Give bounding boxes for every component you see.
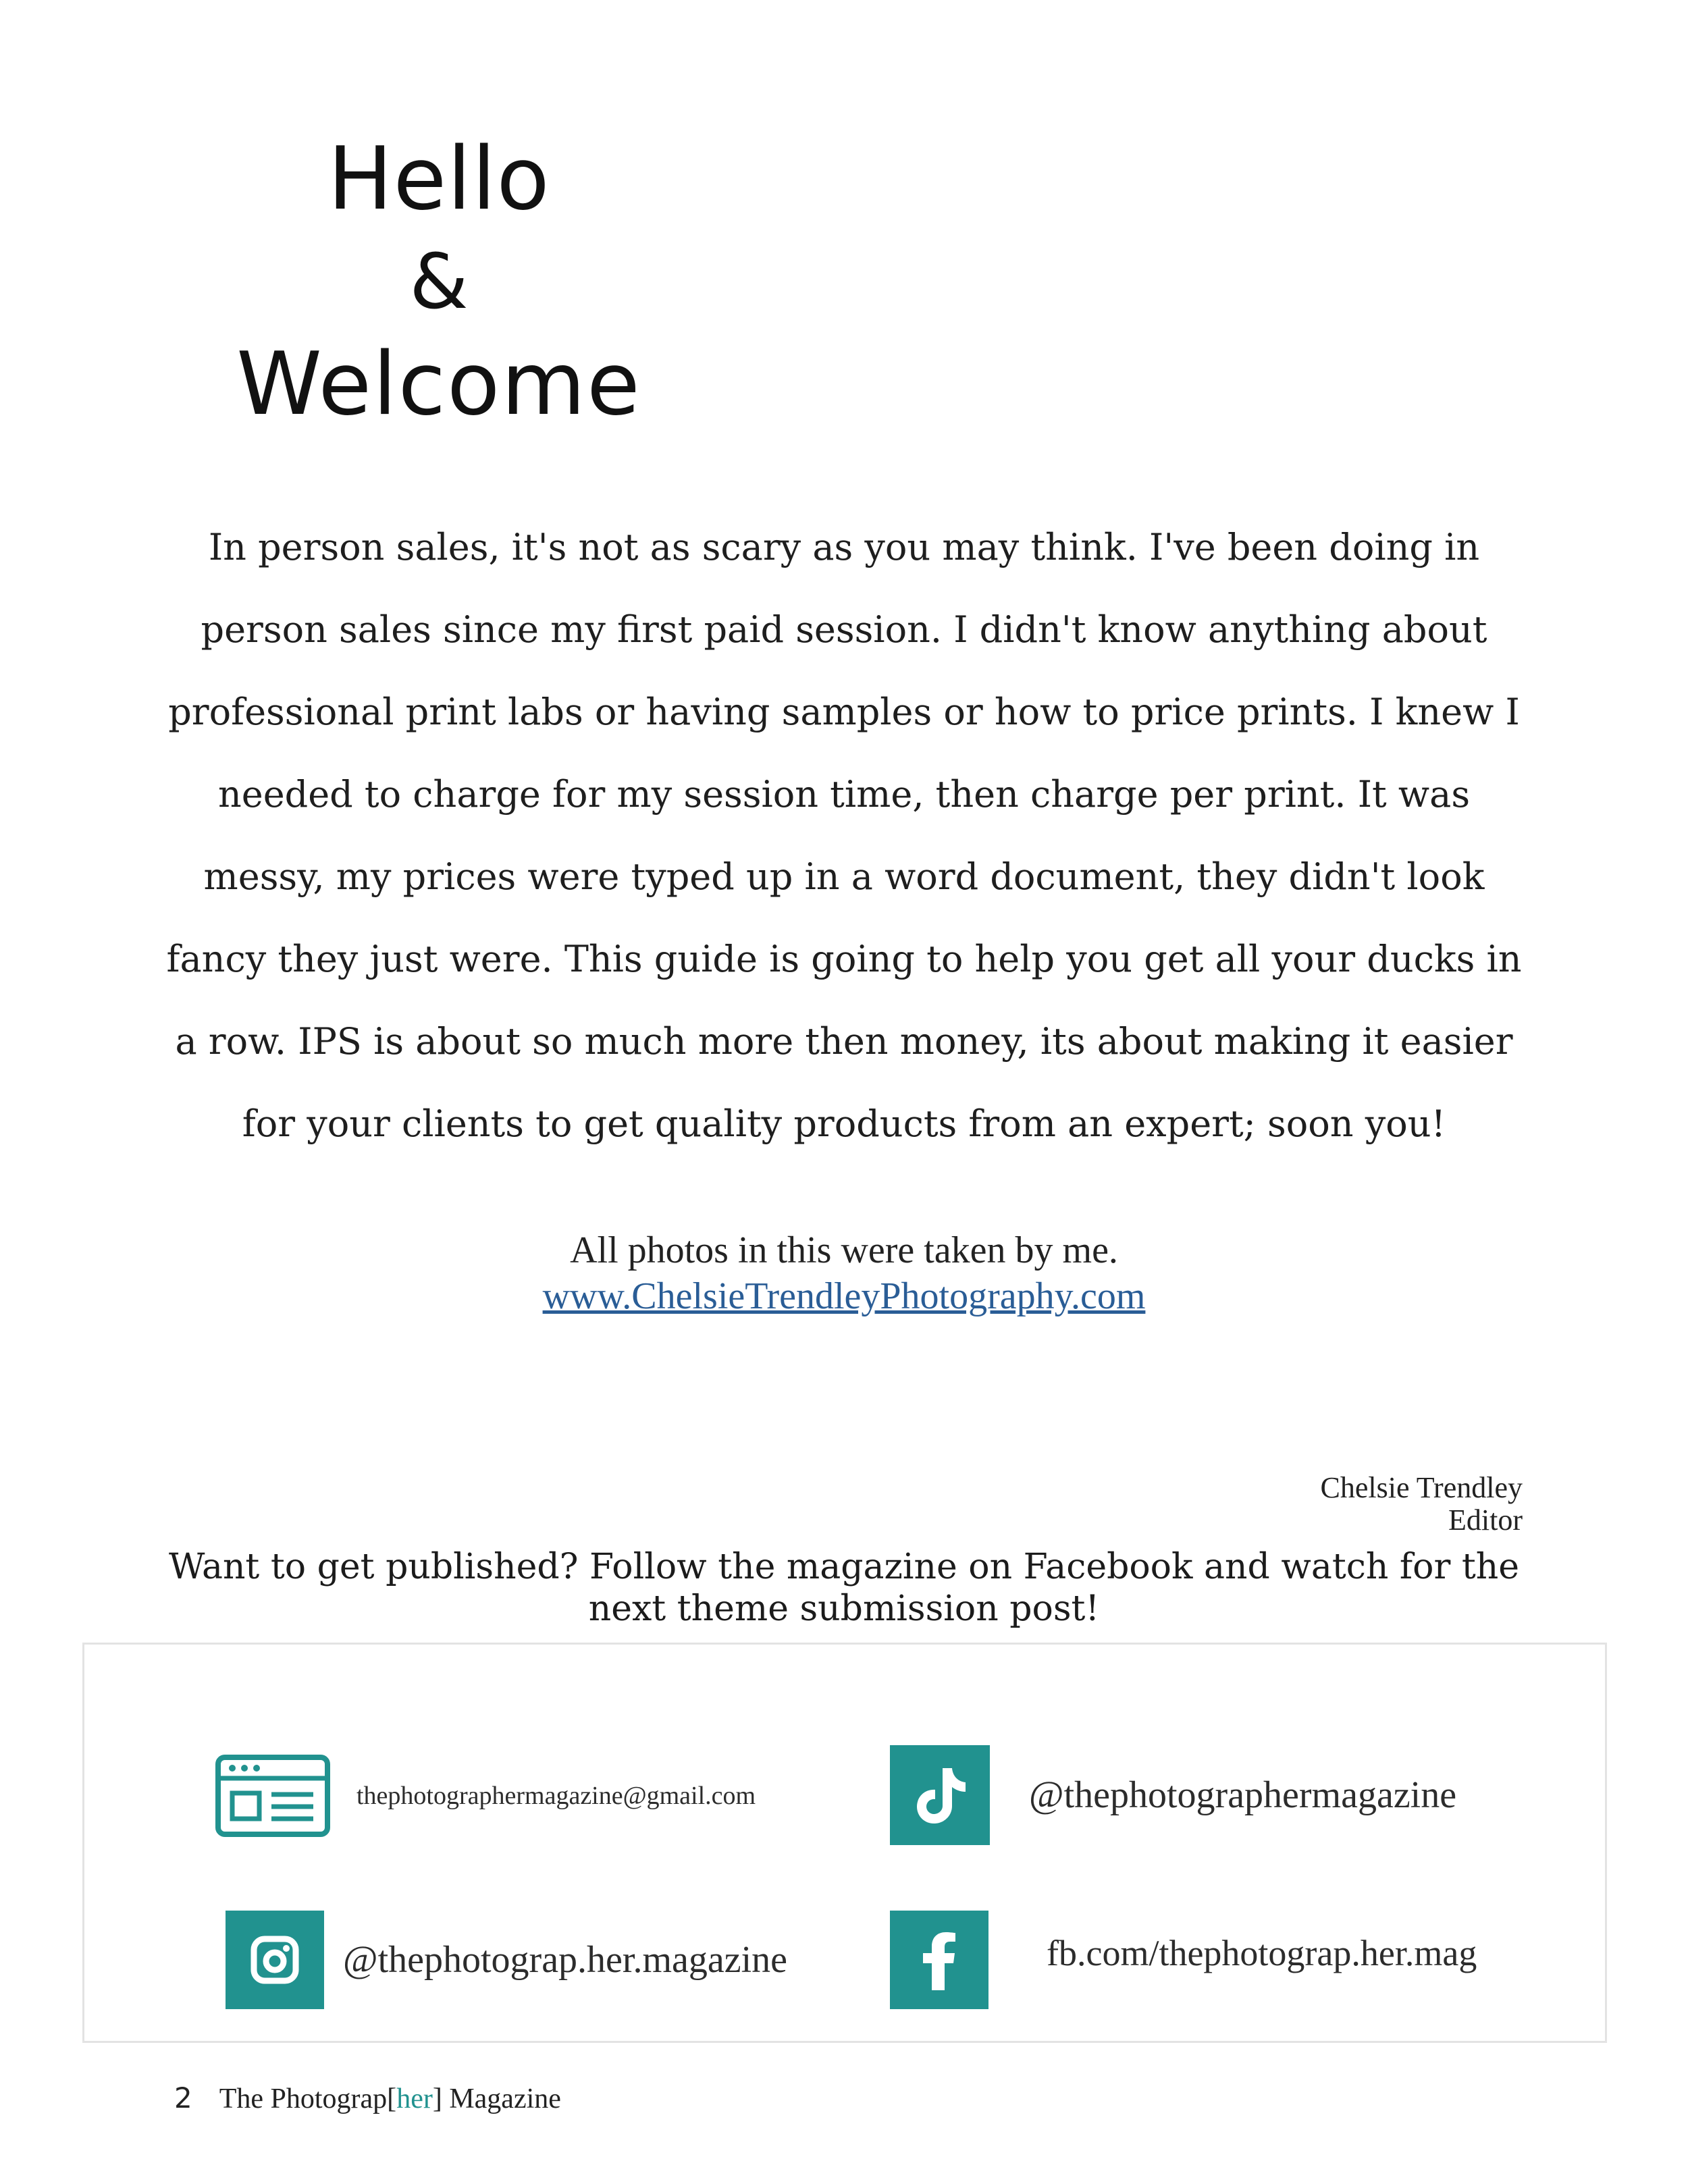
editor-signature (915, 1472, 1523, 1537)
intro-paragraph: In person sales, it's not as scary as you may think. I've been doing in person sales since my first paid session. I didn't know anything about professional print labs or having samples or how to price prints. I knew I needed to charge for my session time, then charge per print. It was messy, my prices were typed up in a word document, they didn't look fancy they just were. This guide is going to help you get all your ducks in a row. IPS is about so much more then money, its about making it easier for your clients to get quality products from an expert; soon you! (166, 526, 1522, 1145)
instagram-handle: @thephotograp.her.magazine (343, 1939, 787, 1981)
photo-credit (338, 1227, 1350, 1319)
page-number: 2 (174, 2081, 192, 2114)
page-footer (174, 2081, 561, 2115)
contact-tiktok[interactable] (890, 1745, 1456, 1845)
magazine-name-suffix: ] Magazine (432, 2083, 561, 2114)
heading-ampersand: & (409, 238, 469, 326)
facebook-icon (890, 1911, 988, 2009)
heading-hello: Hello (327, 129, 550, 230)
email-address: thephotographermagazine@gmail.com (357, 1782, 756, 1810)
tiktok-icon (890, 1745, 990, 1845)
page-heading (176, 128, 702, 436)
contact-facebook[interactable] (890, 1911, 1477, 2009)
facebook-url: fb.com/thephotograp.her.mag (1047, 1933, 1477, 1973)
heading-welcome: Welcome (236, 334, 641, 435)
instagram-icon (226, 1911, 324, 2009)
magazine-name-prefix: The Photograp[ (219, 2083, 397, 2114)
magazine-name-highlight: her (396, 2083, 433, 2114)
submission-call-to-action: Want to get published? Follow the magazine on Facebook and watch for the next theme submission post! (169, 1547, 1519, 1629)
photo-credit-text: All photos in this were taken by me. (570, 1229, 1118, 1271)
contact-email[interactable] (215, 1754, 756, 1838)
tiktok-handle: @thephotographermagazine (1029, 1774, 1457, 1816)
website-icon (215, 1754, 331, 1838)
editor-role: Editor (1448, 1503, 1523, 1537)
contact-instagram[interactable] (226, 1911, 787, 2009)
photography-website-link[interactable]: www.ChelsieTrendleyPhotography.com (542, 1275, 1146, 1317)
editor-name: Chelsie Trendley (1320, 1471, 1523, 1504)
